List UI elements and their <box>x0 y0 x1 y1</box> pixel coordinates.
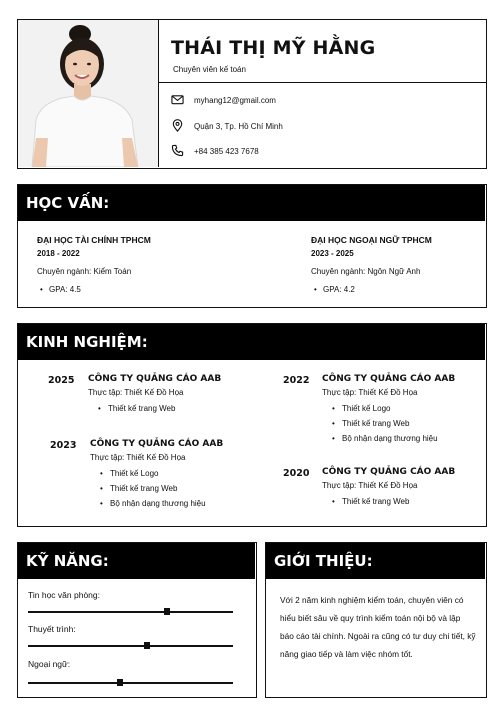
mail-icon <box>171 93 184 108</box>
contact-address <box>171 119 283 134</box>
about-heading: GIỚI THIỆU: <box>266 543 485 579</box>
experience-year: 2022 <box>283 375 310 386</box>
experience-item <box>88 374 221 419</box>
skill-label: Ngoại ngữ: <box>28 659 71 669</box>
address-text: Quận 3, Tp. Hồ Chí Minh <box>194 122 283 131</box>
company-name: CÔNG TY QUẢNG CÁO AAB <box>88 374 222 384</box>
experience-item <box>322 467 455 512</box>
job-role: Thực tập: Thiết Kế Đồ Họa <box>90 453 186 462</box>
skills-heading: KỸ NĂNG: <box>18 543 255 579</box>
skill-level-marker <box>144 642 150 649</box>
task-item: • Bộ nhận dạng thương hiệu <box>100 499 223 508</box>
task-item: • Thiết kế trang Web <box>98 404 221 413</box>
phone-text: +84 385 423 7678 <box>194 147 259 156</box>
task-item: • Bộ nhận dạng thương hiệu <box>332 434 455 443</box>
contact-email <box>171 93 276 108</box>
job-role: Thực tập: Thiết Kế Đồ Họa <box>88 388 184 397</box>
skill-bar <box>28 645 233 647</box>
school-gpa: • GPA: 4.2 <box>311 285 432 294</box>
education-item <box>37 235 151 294</box>
task-item: • Thiết kế trang Web <box>332 419 455 428</box>
experience-year: 2025 <box>48 375 75 386</box>
education-item <box>311 235 432 294</box>
experience-item <box>90 439 223 514</box>
task-list <box>88 404 221 413</box>
profile-header <box>17 19 487 169</box>
phone-icon <box>171 144 184 159</box>
experience-section <box>17 323 487 527</box>
person-name: THÁI THỊ MỸ HẰNG <box>171 37 376 59</box>
task-list <box>322 404 455 443</box>
about-section <box>265 542 487 698</box>
company-name: CÔNG TY QUẢNG CÁO AAB <box>322 374 456 384</box>
skill-level-marker <box>164 608 170 615</box>
location-pin-icon <box>171 119 184 134</box>
skill-bar <box>28 611 233 613</box>
skill-level-marker <box>117 679 123 686</box>
name-area <box>159 20 486 83</box>
task-list <box>322 497 455 506</box>
task-list <box>90 469 223 508</box>
skills-section <box>17 542 257 698</box>
experience-year: 2023 <box>50 440 77 451</box>
education-section <box>17 184 487 308</box>
email-text: myhang12@gmail.com <box>194 96 276 105</box>
contact-phone <box>171 144 259 159</box>
about-text: Với 2 năm kinh nghiệm kiểm toán, chuyên viên có hiểu biết sâu về quy trình kiểm toán nội bộ và lập báo cáo tài chính. Ngoài ra cũng có tư duy chi tiết, kỹ năng giao tiếp và làm việc nhóm tốt. <box>280 595 476 659</box>
experience-item <box>322 374 455 449</box>
company-name: CÔNG TY QUẢNG CÁO AAB <box>322 467 456 477</box>
company-name: CÔNG TY QUẢNG CÁO AAB <box>90 439 224 449</box>
experience-year: 2020 <box>283 468 310 479</box>
school-gpa: • GPA: 4.5 <box>37 285 151 294</box>
job-role: Thực tập: Thiết Kế Đồ Họa <box>322 388 418 397</box>
school-years: 2023 - 2025 <box>311 249 354 258</box>
task-item: • Thiết kế Logo <box>100 469 223 478</box>
job-title: Chuyên viên kế toán <box>173 65 246 74</box>
school-name: ĐẠI HỌC TÀI CHÍNH TPHCM <box>37 235 151 245</box>
school-major: Chuyên ngành: Kiểm Toán <box>37 267 132 276</box>
school-major: Chuyên ngành: Ngôn Ngữ Anh <box>311 267 421 276</box>
task-item: • Thiết kế Logo <box>332 404 455 413</box>
education-heading: HỌC VẤN: <box>18 185 485 221</box>
profile-photo <box>18 20 159 167</box>
skill-label: Tin học văn phòng: <box>28 590 100 600</box>
skill-label: Thuyết trình: <box>28 624 76 634</box>
task-item: • Thiết kế trang Web <box>332 497 455 506</box>
school-years: 2018 - 2022 <box>37 249 80 258</box>
job-role: Thực tập: Thiết Kế Đồ Họa <box>322 481 418 490</box>
skill-bar <box>28 682 233 684</box>
experience-heading: KINH NGHIỆM: <box>18 324 485 360</box>
task-item: • Thiết kế trang Web <box>100 484 223 493</box>
school-name: ĐẠI HỌC NGOẠI NGỮ TPHCM <box>311 235 432 245</box>
